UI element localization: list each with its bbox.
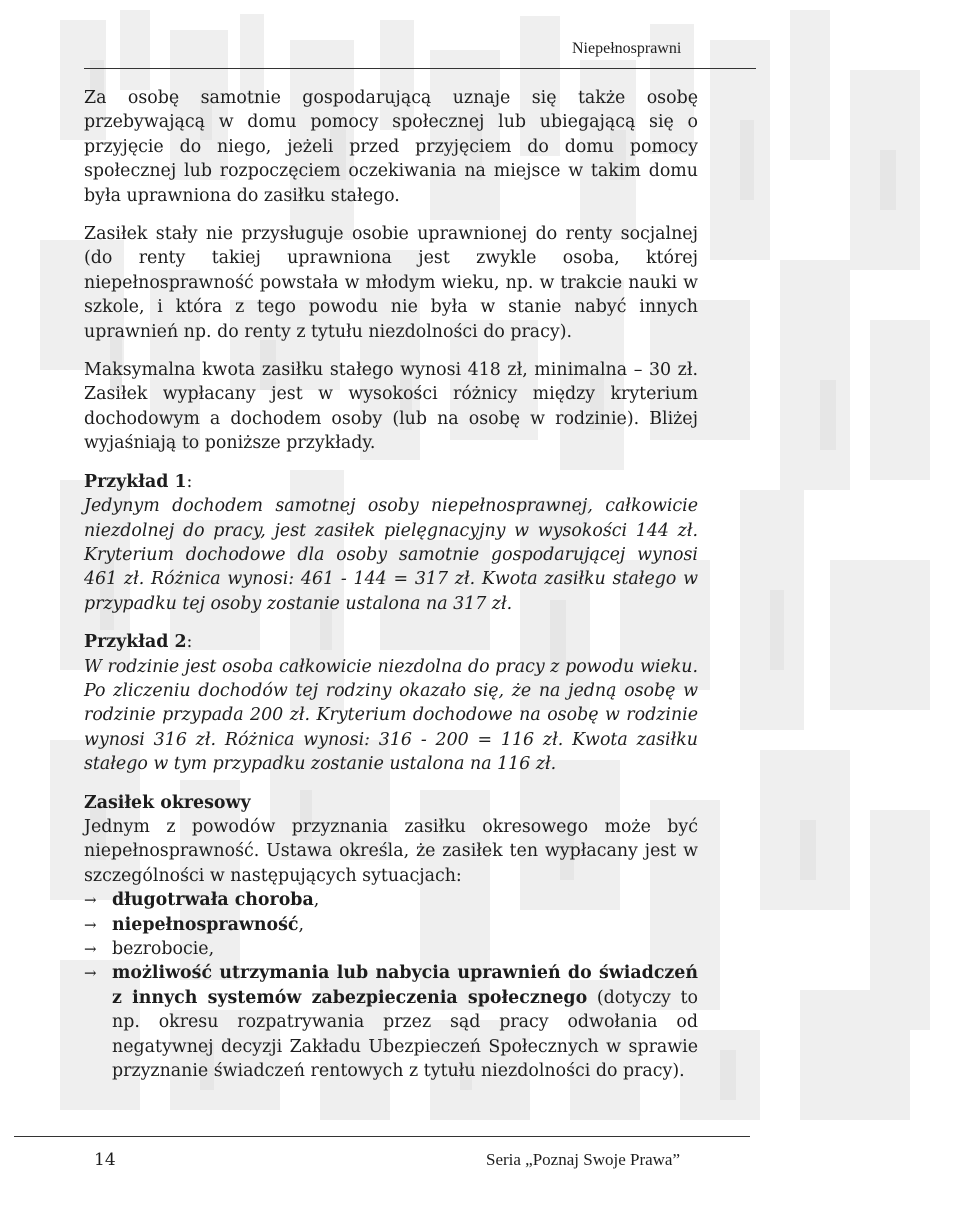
situations-list xyxy=(84,888,698,1083)
list-item: → niepełnosprawność, xyxy=(84,913,698,937)
header-rule xyxy=(84,68,756,69)
arrow-icon: → xyxy=(84,964,97,983)
list-item: → bezrobocie, xyxy=(84,937,698,961)
section-intro: Jednym z powodów przyznania zasiłku okresowego może być niepełnosprawność. Ustawa określa, że zasiłek ten wypłacany jest w szczególności w następujących sytuacjach: xyxy=(84,816,698,886)
paragraph: Zasiłek stały nie przysługuje osobie uprawnionej do renty socjalnej (do renty takiej uprawniona jest zwykle osoba, której niepełnosprawność powstała w młodym wieku, np. w trakcie nauki w szkole, i która z tego powodu nie była w stanie nabyć innych uprawnień np. do renty z tytułu niezdolności do pracy). xyxy=(84,224,698,342)
section-heading: Zasiłek okresowy xyxy=(84,792,251,813)
footer-rule xyxy=(14,1136,750,1137)
page-number: 14 xyxy=(94,1150,116,1170)
list-item: → możliwość utrzymania lub nabycia uprawnień do świadczeń z innych systemów zabezpieczenia społecznego (dotyczy to np. okresu rozpatrywania przez sąd pracy odwołania od negatywnej decyzji Zakładu Ubezpieczeń Społecznych w sprawie przyznanie świadczeń rentowych z tytułu niezdolności do pracy). xyxy=(84,963,698,1082)
example-1-text: Jedynym dochodem samotnej osoby niepełnosprawnej, całkowicie niezdolnej do pracy, jest zasiłek pielęgnacyjny w wysokości 144 zł. Kryterium dochodowe dla osoby samotnie gospodarującej wynosi 461 zł. Różnica wynosi: 461 - 144 = 317 zł. Kwota zasiłku stałego w przypadku tej osoby zostanie ustalona na 317 zł. xyxy=(84,496,698,614)
example-2-title: Przykład 2: xyxy=(84,632,193,653)
example-1-title: Przykład 1: xyxy=(84,471,193,492)
list-item: → długotrwała choroba, xyxy=(84,888,698,912)
page-body xyxy=(84,86,698,1083)
arrow-icon: → xyxy=(84,940,97,958)
arrow-icon: → xyxy=(84,915,97,934)
example-2-text: W rodzinie jest osoba całkowicie niezdolna do pracy z powodu wieku. Po zliczeniu dochodów tej rodziny okazało się, że na jedną osobę w rodzinie przypada 200 zł. Kryterium dochodowe na osobę w rodzinie wynosi 316 zł. Różnica wynosi: 316 - 200 = 116 zł. Kwota zasiłku stałego w tym przypadku zostanie ustalona na 116 zł. xyxy=(84,656,698,775)
paragraph: Maksymalna kwota zasiłku stałego wynosi 418 zł, minimalna – 30 zł. Zasiłek wypłacany jest w wysokości różnicy między kryterium dochodowym a dochodem osoby (lub na osobę w rodzinie). Bliżej wyjaśniają to poniższe przykłady. xyxy=(84,360,698,454)
paragraph: Za osobę samotnie gospodarującą uznaje się także osobę przebywającą w domu pomocy społecznej lub ubiegającą się o przyjęcie do niego, jeżeli przed przyjęciem do domu pomocy społecznej lub rozpoczęciem oczekiwania na miejsce w takim domu była uprawniona do zasiłku stałego. xyxy=(84,88,698,206)
running-header: Niepełnosprawni xyxy=(572,40,682,57)
series-title: Seria „Poznaj Swoje Prawa” xyxy=(486,1150,681,1169)
arrow-icon: → xyxy=(84,891,97,910)
